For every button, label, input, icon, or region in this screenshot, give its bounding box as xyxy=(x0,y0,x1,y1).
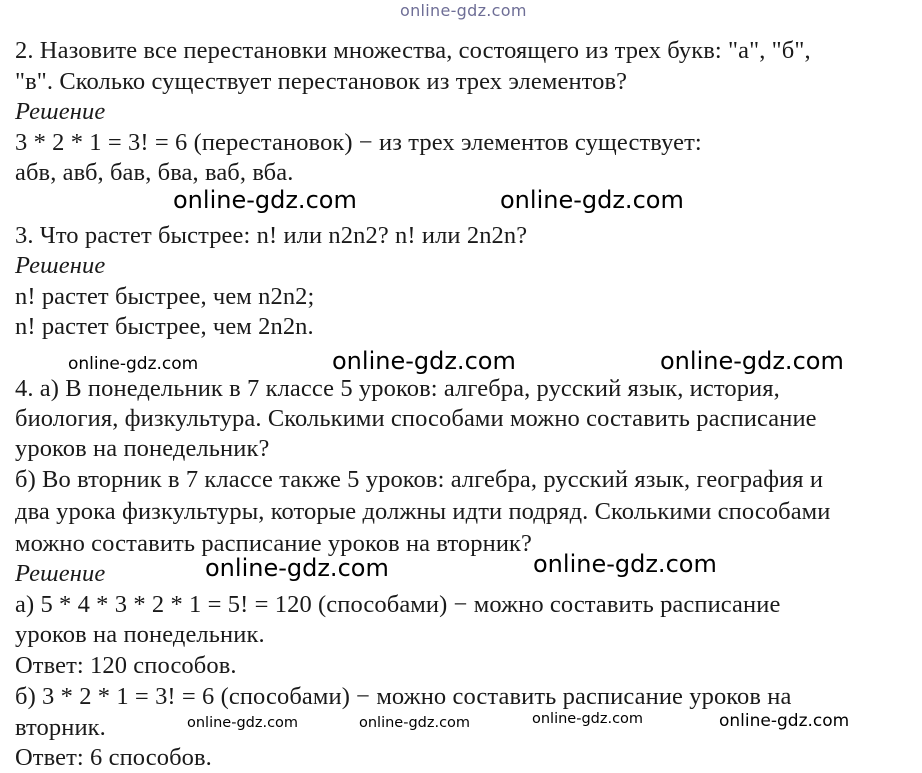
problem4-question-a-line1: 4. а) В понедельник в 7 классе 5 уроков: алгебра, русский язык, история, xyxy=(15,375,780,402)
problem4-question-b-line3: можно составить расписание уроков на вторник? xyxy=(15,530,533,557)
problem4-answer-b-line1: б) 3 * 2 * 1 = 3! = 6 (способами) − можно составить расписание уроков на xyxy=(15,683,792,710)
problem2-answer-line1: 3 * 2 * 1 = 3! = 6 (перестановок) − из трех элементов существует: xyxy=(15,129,702,156)
watermark: online-gdz.com xyxy=(532,711,644,727)
problem4-question-b-line2: два урока физкультуры, которые должны идти подряд. Сколькими способами xyxy=(15,498,831,525)
problem3-question: 3. Что растет быстрее: n! или n2n2? n! или 2n2n? xyxy=(15,222,528,249)
watermark: online-gdz.com xyxy=(205,554,389,582)
problem3-solution-heading: Решение xyxy=(15,252,106,279)
problem2-solution-heading: Решение xyxy=(15,98,106,125)
watermark: online-gdz.com xyxy=(359,715,471,731)
watermark: online-gdz.com xyxy=(719,711,850,731)
problem2-question-line1: 2. Назовите все перестановки множества, состоящего из трех букв: "а", "б", xyxy=(15,37,811,64)
problem3-answer-line2: n! растет быстрее, чем 2n2n. xyxy=(15,313,314,340)
problem4-question-b-line1: б) Во вторник в 7 классе также 5 уроков: алгебра, русский язык, география и xyxy=(15,466,824,493)
problem4-answer-a-line1: а) 5 * 4 * 3 * 2 * 1 = 5! = 120 (способами) − можно составить расписание xyxy=(15,591,781,618)
problem4-question-a-line3: уроков на понедельник? xyxy=(15,435,270,462)
problem3-answer-line1: n! растет быстрее, чем n2n2; xyxy=(15,283,315,310)
problem2-question-line2: "в". Сколько существует перестановок из трех элементов? xyxy=(15,68,628,95)
problem4-question-a-line2: биология, физкультура. Сколькими способами можно составить расписание xyxy=(15,405,817,432)
watermark: online-gdz.com xyxy=(173,186,357,214)
watermark: online-gdz.com xyxy=(68,354,199,374)
watermark: online-gdz.com xyxy=(660,347,844,375)
watermark: online-gdz.com xyxy=(187,715,299,731)
problem2-answer-line2: абв, авб, бав, бва, ваб, вба. xyxy=(15,159,294,186)
problem4-answer-a-line2: уроков на понедельник. xyxy=(15,621,265,648)
watermark: online-gdz.com xyxy=(332,347,516,375)
problem4-answer-b-line2: вторник. xyxy=(15,714,106,741)
problem4-answer-b-result: Ответ: 6 способов. xyxy=(15,744,212,771)
watermark-top: online-gdz.com xyxy=(400,1,527,20)
watermark: online-gdz.com xyxy=(533,550,717,578)
watermark: online-gdz.com xyxy=(500,186,684,214)
problem4-solution-heading: Решение xyxy=(15,560,106,587)
problem4-answer-a-result: Ответ: 120 способов. xyxy=(15,652,237,679)
